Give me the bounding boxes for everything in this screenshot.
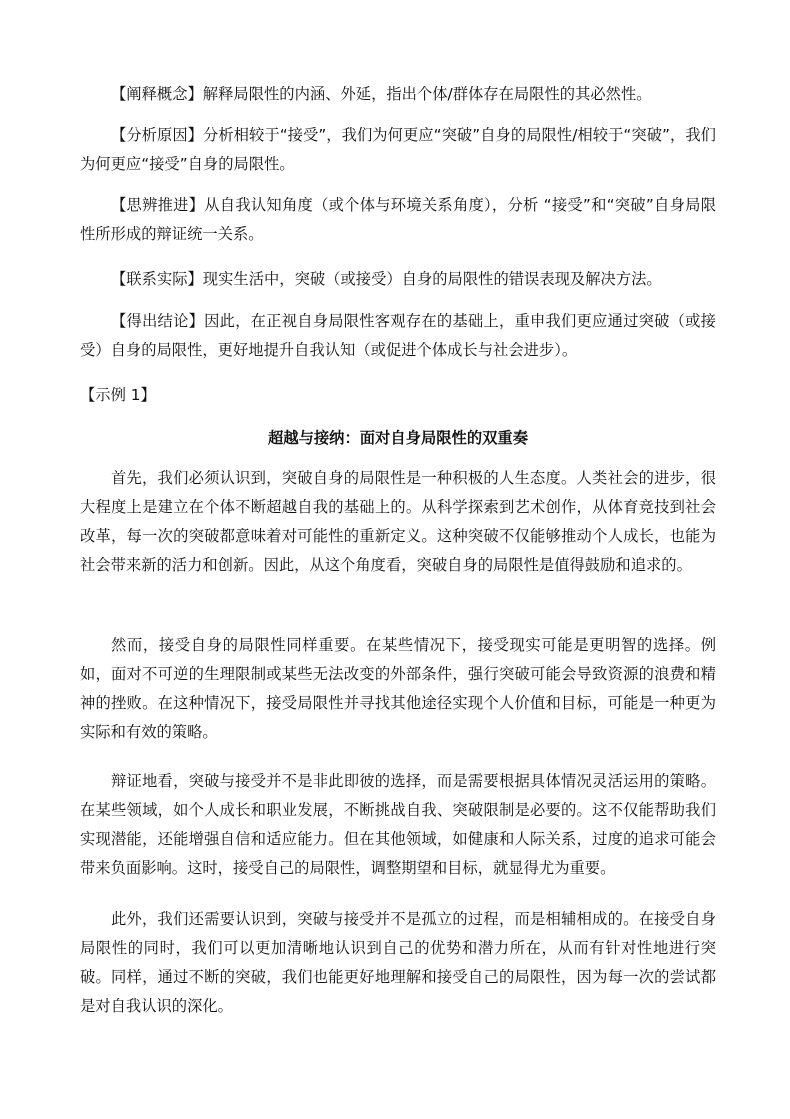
outline-label: 【阐释概念】 — [111, 85, 203, 103]
outline-text: 从自我认知角度（或个体与环境关系角度），分析 “接受”和“突破”自身局限性所形成的辩证统一关系。 — [80, 196, 716, 243]
essay-title: 超越与接纳：面对自身局限性的双重奏 — [267, 429, 529, 447]
outline-text: 因此，在正视自身局限性客观存在的基础上，重申我们更应通过突破（或接受）自身的局限性，更好地提升自我认知（或促进个体成长与社会进步）。 — [80, 312, 716, 359]
outline-text: 解释局限性的内涵、外延，指出个体/群体存在局限性的其必然性。 — [202, 85, 652, 103]
essay-paragraph: 然而，接受自身的局限性同样重要。在某些情况下，接受现实可能是更明智的选择。例如，面对不可逆的生理限制或某些无法改变的外部条件，强行突破可能会导致资源的浪费和精神的挫败。在这种情况下，接受局限性并寻找其他途径实现个人价值和目标，可能是一种更为实际和有效的策略。 — [80, 636, 716, 741]
outline-item-dialectic — [80, 191, 716, 249]
example-label: 【示例 1】 — [80, 386, 156, 404]
outline-item-reason — [80, 121, 716, 179]
outline-text: 分析相较于“接受”，我们为何更应“突破”自身的局限性/相较于“突破”，我们为何更应“接受”自身的局限性。 — [80, 126, 716, 173]
essay-paragraph: 辩证地看，突破与接受并不是非此即彼的选择，而是需要根据具体情况灵活运用的策略。在某些领域，如个人成长和职业发展，不断挑战自我、突破限制是必要的。这不仅能帮助我们实现潜能，还能增强自信和适应能力。但在其他领域，如健康和人际关系，过度的追求可能会带来负面影响。这时，接受自己的局限性，调整期望和目标，就显得尤为重要。 — [80, 772, 716, 877]
outline-label: 【联系实际】 — [111, 270, 203, 288]
outline-label: 【分析原因】 — [111, 126, 204, 144]
outline-label: 【得出结论】 — [111, 312, 205, 330]
outline-item-practice — [80, 265, 716, 294]
essay-paragraph: 首先，我们必须认识到，突破自身的局限性是一种积极的人生态度。人类社会的进步，很大程度上是建立在个体不断超越自我的基础上的。从科学探索到艺术创作，从体育竞技到社会改革，每一次的突破都意味着对可能性的重新定义。这种突破不仅能够推动个人成长，也能为社会带来新的活力和创新。因此，从这个角度看，突破自身的局限性是值得鼓励和追求的。 — [80, 469, 716, 574]
outline-item-conclusion — [80, 307, 716, 365]
essay-paragraph: 此外，我们还需要认识到，突破与接受并不是孤立的过程，而是相辅相成的。在接受自身局限性的同时，我们可以更加清晰地认识到自己的优势和潜力所在，从而有针对性地进行突破。同样，通过不断的突破，我们也能更好地理解和接受自己的局限性，因为每一次的尝试都是对自我认识的深化。 — [80, 910, 716, 1015]
outline-item-concept — [80, 80, 716, 109]
outline-label: 【思辨推进】 — [111, 196, 205, 214]
outline-text: 现实生活中，突破（或接受）自身的局限性的错误表现及解决方法。 — [202, 270, 662, 288]
